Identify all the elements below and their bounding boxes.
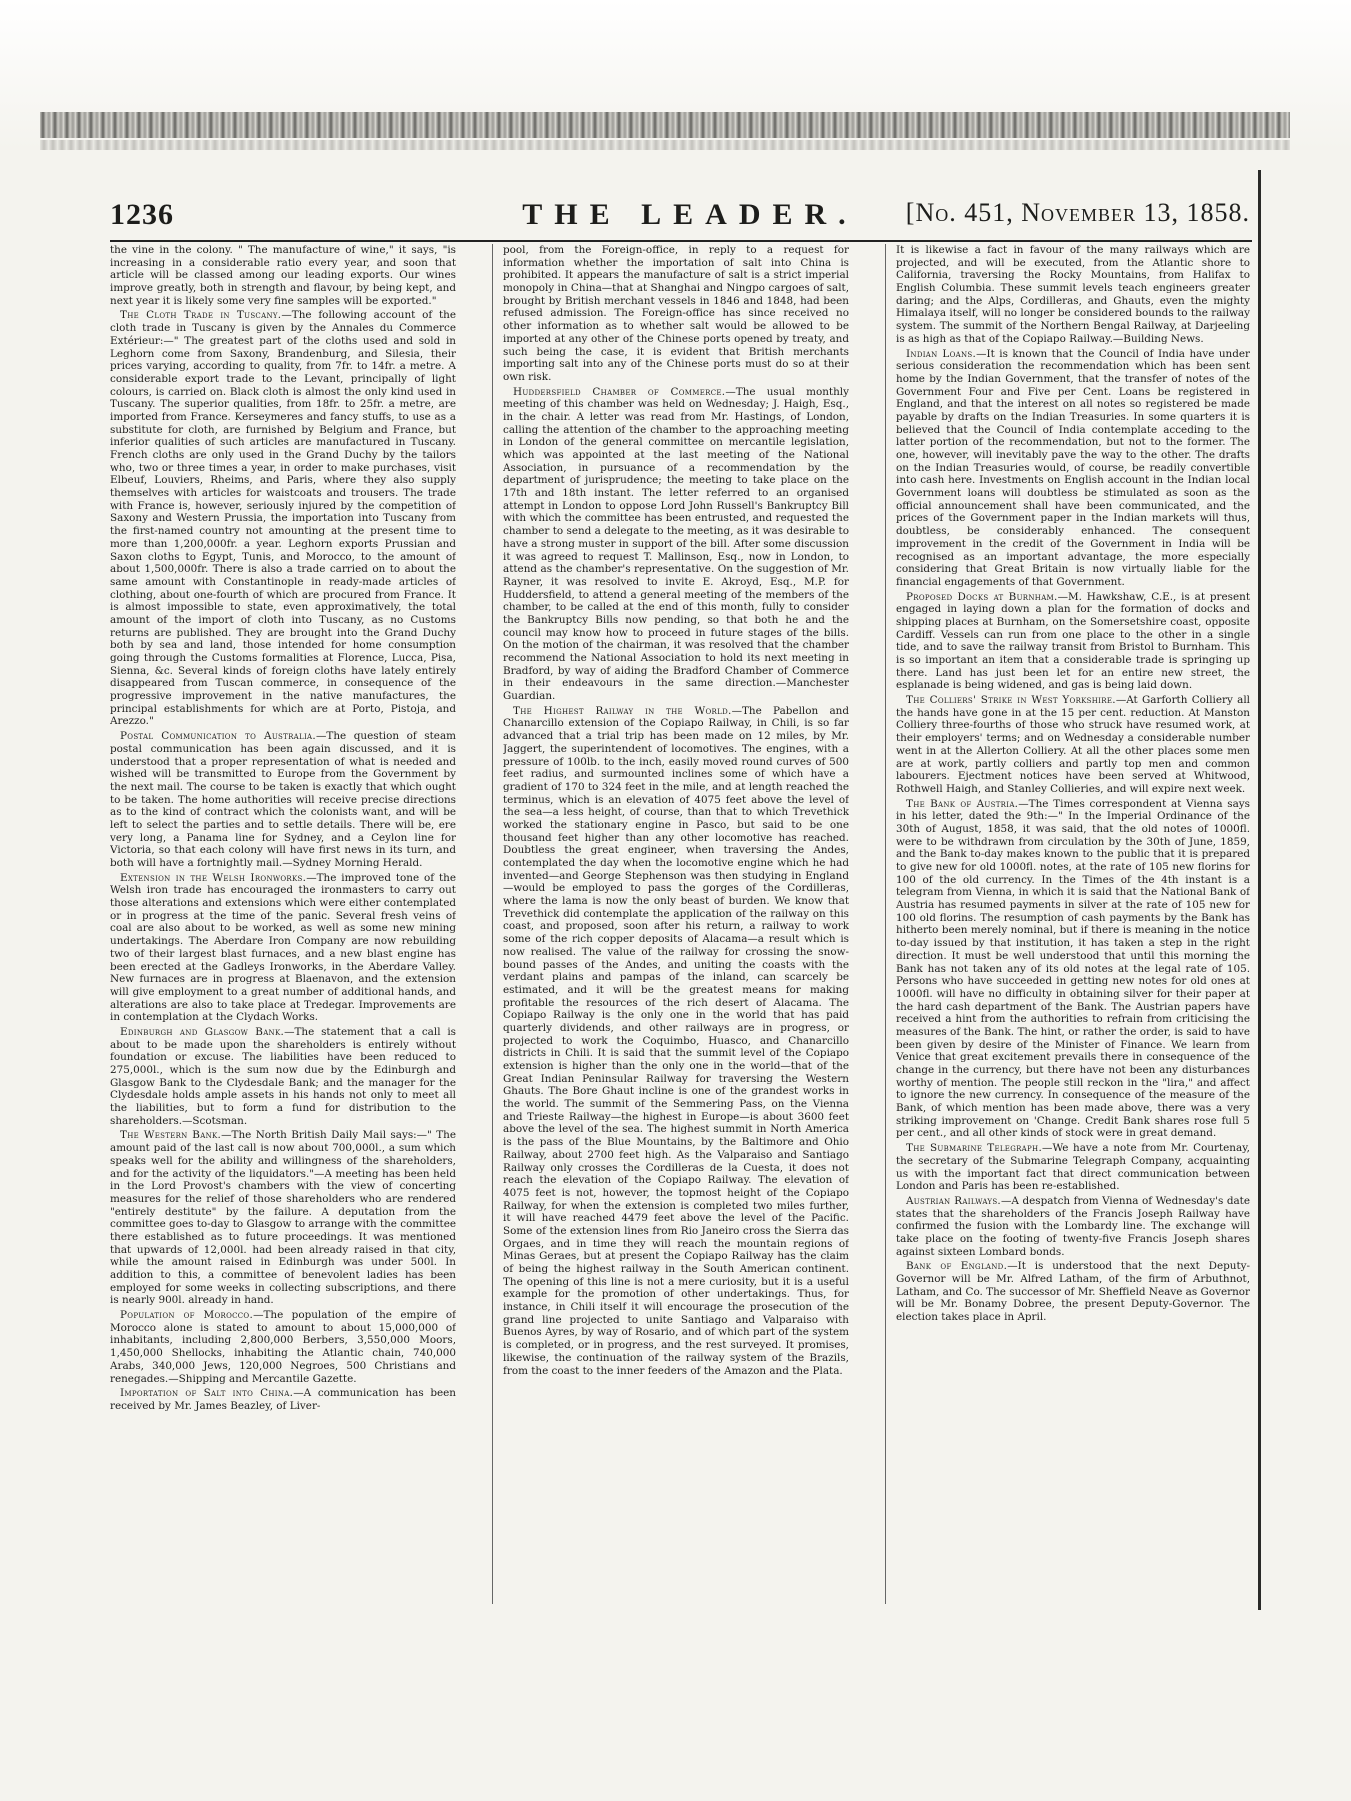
column-divider: [885, 244, 886, 1604]
article-heading: Austrian Railways.: [906, 1194, 1002, 1207]
article-text: —The Times correspondent at Vienna says in his letter, dated the 9th:—" In the Imperial Ordinance of the 30th of August, 1858, it was said, that the old notes of 1000fl. were to be withdrawn from circulation by the 30th of June, 1859, and the Bank to-day makes known to the public that it is prepared to give new for old 1000fl. notes, at the rate of 105 new florins for 100 of the old currency. In the Times of the 4th instant is a telegram from Vienna, in which it is said that the National Bank of Austria has resumed payments in silver at the rate of 105 new for 100 old florins. The resumption of cash payments by the Bank has hitherto been merely nominal, but if there is meaning in the notice to-day issued by that institution, it has taken a step in the right direction. It must be well understood that until this morning the Bank has not taken any of its old notes at the legal rate of 105. Persons who have succeeded in getting new notes for old ones at 1000fl. will have no difficulty in obtaining silver for their paper at the hard cash department of the Bank. The Austrian papers have received a hint from the authorities to refrain from criticising the measures of the Bank. The hint, or rather the order, is said to have been given by desire of the Minister of Finance. We learn from Venice that great excitement prevails there in consequence of the change in the currency, but there have not been any disturbances worthy of mention. The people still reckon in the "lira," and affect to ignore the new currency. In consequence of the measure of the Bank, of which mention has been made above, there was a very striking improvement on 'Change. Credit Bank shares rose full 5 per cent., and all other kinds of stock were in great demand.: [896, 797, 1250, 1140]
article-text: It is likewise a fact in favour of the many railways which are projected, and will be executed, from the Atlantic shore to California, traversing the Rocky Mountains, from Halifax to English Columbia. These summit levels teach engineers greater daring; and the Alps, Cordilleras, and Ghauts, even the mighty Himalaya itself, will no longer be considered bounds to the railway system. The summit of the Northern Bengal Railway, at Darjeeling is as high as that of the Copiapo Railway.—Building News.: [896, 244, 1250, 345]
article-paragraph: [503, 705, 849, 1377]
article-paragraph: [896, 798, 1250, 1141]
article-text: —The usual monthly meeting of this chamber was held on Wednesday; J. Haigh, Esq., in the chair. A letter was read from Mr. Hastings, of London, calling the attention of the chamber to the approaching meeting in London of the general committee on mercantile legislation, which was appointed at the last meeting of the National Association, in pursuance of a recommendation by the department of jurisprudence; the meeting to take place on the 17th and 18th instant. The letter referred to an organised attempt in London to oppose Lord John Russell's Bankruptcy Bill with which the committee has been entrusted, and requested the chamber to send a delegate to the meeting, as it was desirable to have a strong muster in support of the bill. After some discussion it was agreed to request T. Mallinson, Esq., now in London, to attend as the chamber's representative. On the suggestion of Mr. Rayner, it was resolved to invite E. Akroyd, Esq., M.P. for Huddersfield, to attend a general meeting of the members of the chamber, to be called at the end of this month, fully to consider the Bankruptcy Bills now pending, so that both he and the council may know how to proceed in future stages of the bills. On the motion of the chairman, it was resolved that the chamber recommend the National Association to hold its next meeting in Bradford, by way of aiding the Bradford Chamber of Commerce in their endeavours in the same direction.—Manchester Guardian.: [503, 385, 849, 703]
article-text: —The following account of the cloth trade in Tuscany is given by the Annales du Commerce Extérieur:—" The greatest part of the cloths used and sold in Leghorn come from Saxony, Brandenburg, and Silesia, their prices varying, according to quality, from 7fr. to 14fr. a metre. A considerable export trade to the Levant, principally of light colours, is carried on. Black cloth is almost the only kind used in Tuscany. The superior qualities, from 18fr. to 25fr. a metre, are imported from France. Kerseymeres and fancy stuffs, to use as a substitute for cloth, are furnished by Belgium and France, but inferior qualities of such articles are manufactured in Tuscany. French cloths are only used in the Grand Duchy by the tailors who, two or three times a year, in order to make purchases, visit Elbeuf, Louviers, Rheims, and Paris, where they also supply themselves with articles for waistcoats and trousers. The trade with France is, however, seriously injured by the competition of Saxony and Western Prussia, the importation into Tuscany from the first-named country not amounting at the present time to more than 1,200,000fr. a year. Leghorn exports Prussian and Saxon cloths to Egypt, Tunis, and Morocco, to the amount of about 1,500,000fr. There is also a trade carried on to about the same amount with Constantinople in ready-made articles of clothing, about one-fourth of which are procured from France. It is almost impossible to state, even approximatively, the total amount of the import of cloth into Tuscany, as no Customs returns are published. They are brought into the Grand Duchy both by sea and land, those intended for home consumption going through the Customs formalities at Florence, Lucca, Pisa, Sienna, &c. Several kinds of foreign cloths have lately entirely disappeared from Tuscan commerce, in consequence of the progressive improvement in the native manufactures, the principal establishments for which are at Porto, Pistoja, and Arezzo.": [110, 309, 456, 728]
header-rule: [110, 240, 1252, 242]
article-paragraph: [503, 244, 849, 384]
article-heading: Indian Loans.: [906, 347, 977, 360]
article-heading: The Colliers' Strike in West Yorkshire.: [906, 694, 1116, 707]
article-text: —It is known that the Council of India have under serious consideration the recommendation which has been sent home by the Indian Government, that the transfer of notes of the Government Four and Five per Cent. Loans be registered in England, and that the interest on all notes so registered be made payable by drafts on the Indian Treasuries. In some quarters it is believed that the Council of India contemplate acceding to the latter portion of the recommendation, but not to the former. The one, however, will inevitably pave the way to the other. The drafts on the Indian Treasuries would, of course, be readily convertible into cash here. Investments on English account in the Indian local Government loans will doubtless be stimulated as soon as the official announcement shall have been communicated, and the prices of the Government paper in the Indian markets will thus, doubtless, be considerably enhanced. The consequent improvement in the credit of the Government in India will be recognised as an important advantage, the more especially considering that Great Britain is now virtually liable for the financial engagements of that Government.: [896, 347, 1250, 588]
page-edge-rule: [1258, 170, 1261, 1610]
article-text: —The population of the empire of Morocco alone is stated to amount to about 15,000,000 of inhabitants, including 2,800,000 Berbers, 3,550,000 Moors, 1,450,000 Shellocks, inhabiting the Atlantic chain, 740,000 Arabs, 340,000 Jews, 120,000 Negroes, 500 Christians and renegades.—Shipping and Mercantile Gazette.: [110, 1309, 456, 1385]
scan-edge-band: [40, 112, 1290, 138]
article-heading: Extension in the Welsh Ironworks.: [120, 871, 307, 884]
article-heading: Proposed Docks at Burnham.: [906, 590, 1058, 603]
article-text: —The statement that a call is about to be made upon the shareholders is entirely without foundation or excuse. The liabilities have been reduced to 275,000l., which is the sum now due by the Edinburgh and Glasgow Bank to the Clydesdale Bank; and the manager for the Clydesdale holds ample assets in his hands not only to meet all the liabilities, but to form a fund for distribution to the shareholders.—Scotsman.: [110, 1025, 456, 1127]
scan-edge-band-lower: [40, 140, 1290, 150]
article-text: —At Garforth Colliery all the hands have gone in at the 15 per cent. reduction. At Manston Colliery three-fourths of those who struck have resumed work, at their employers' terms; and on Wednesday a considerable number went in at the Allerton Colliery. At all the other places some men are at work, partly colliers and partly top men and common labourers. Ejectment notices have been served at Whitwood, Rothwell Haigh, and Stanley Collieries, and will expire next week.: [896, 694, 1250, 795]
article-text: —M. Hawkshaw, C.E., is at present engaged in laying down a plan for the formation of docks and shipping places at Burnham, on the Somersetshire coast, opposite Cardiff. Vessels can run from one place to the other in a single tide, and to save the railway transit from Bristol to Burnham. This is so important an item that a considerable trade is springing up there. Land has just been let for an entire new street, the esplanade is being widened, and gas is being laid down.: [896, 590, 1250, 692]
article-paragraph: [896, 591, 1250, 693]
masthead-title: THE LEADER.: [522, 198, 858, 231]
article-paragraph: [896, 1195, 1250, 1258]
article-text: —The improved tone of the Welsh iron trade has encouraged the ironmasters to carry out those alterations and extensions which were either contemplated or in progress at the time of the panic. Several fresh veins of coal are also about to be worked, as well as some new mining undertakings. The Aberdare Iron Company are now rebuilding two of their largest blast furnaces, and a new blast engine has been erected at the Gadleys Ironworks, in the Aberdare Valley. New furnaces are in progress at Blaenavon, and the extension will give employment to a great number of additional hands, and alterations are also to take place at Tredegar. Improvements are in contemplation at the Clydach Works.: [110, 871, 456, 1024]
article-text: the vine in the colony. " The manufacture of wine," it says, "is increasing in a considerable ratio every year, and soon that article will be classed among our leading exports. Our wines improve greatly, both in strength and flavour, by being kept, and next year it is likely some very fine samples will be exported.": [110, 244, 456, 307]
page-header: [110, 198, 1250, 238]
article-paragraph: [896, 1260, 1250, 1323]
article-paragraph: [110, 872, 456, 1024]
article-paragraph: [110, 309, 456, 728]
article-paragraph: [110, 1026, 456, 1128]
article-paragraph: [110, 1387, 456, 1412]
column-1: [110, 244, 456, 1604]
article-text: —A despatch from Vienna of Wednesday's date states that the shareholders of the Francis Joseph Railway have confirmed the fusion with the Lombardy line. The exchange will take place on the footing of twenty-five Francis Joseph shares against sixteen Lombard bonds.: [896, 1194, 1250, 1258]
article-paragraph: [110, 730, 456, 870]
article-paragraph: [896, 244, 1250, 346]
article-text: pool, from the Foreign-office, in reply to a request for information whether the importation of salt into China is prohibited. It appears the manufacture of salt is a strict imperial monopoly in China—that at Shanghai and Ningpo cargoes of salt, brought by British merchant vessels in 1846 and 1848, had been refused admission. The Foreign-office has since received no other information as to whether salt would be allowed to be imported at any other of the Chinese ports opened by treaty, and such being the case, it is evident that British merchants importing salt into any of the Chinese ports must do so at their own risk.: [503, 244, 849, 383]
article-heading: The Bank of Austria.: [906, 797, 1019, 810]
article-heading: The Western Bank.: [120, 1129, 222, 1142]
article-text: —The Pabellon and Chanarcillo extension of the Copiapo Railway, in Chili, is so far advanced that a trial trip has been made on 12 miles, by Mr. Jaggert, the superintendent of locomotives. The engines, with a pressure of 100lb. to the inch, easily moved round curves of 500 feet radius, and surmounted inclines some of which have a gradient of 170 to 324 feet in the mile, and at length reached the terminus, which is an elevation of 4075 feet above the level of the sea—a less height, of course, than that to which Trevethick worked the stationary engine in Pasco, but said to be one thousand feet higher than any other locomotive has reached. Doubtless the great engineer, when traversing the Andes, contemplated the day when the locomotive engine which he had invented—and George Stephenson was then studying in England—would be employed to pass the gorges of the Cordilleras, where the lama is now the only beast of burden. We know that Trevethick did contemplate the application of the railway on this coast, and proposed, soon after his return, a railway to work some of the rich copper deposits of Alacama—a result which is now realised. The value of the railway for crossing the snow-bound passes of the Andes, and uniting the coasts with the verdant plains and pampas of the inland, can scarcely be estimated, and it will be the greatest means for making profitable the resources of the rich desert of Alacama. The Copiapo Railway is the only one in the world that has paid quarterly dividends, and other railways are in progress, or projected to work the Coquimbo, Huasco, and Chanarcillo districts in Chili. It is said that the summit level of the Copiapo extension is higher than the only one in the world—that of the Great Indian Peninsular Railway for traversing the Western Ghauts. The Bore Ghaut incline is one of the grandest works in the world. The summit of the Semmering Pass, on the Vienna and Trieste Railway—the highest in Europe—is about 3600 feet above the level of the sea. The highest summit in North America is the pass of the Blue Mountains, by the Baltimore and Ohio Railway, about 2700 feet high. As the Valparaiso and Santiago Railway only crosses the Cordilleras de la Cuesta, it does not reach the elevation of the Copiapo Railway. The elevation of 4075 feet is not, however, the topmost height of the Copiapo Railway, for when the extension is completed two miles further, it will have reached 4479 feet above the level of the Pacific. Some of the extension lines from Rio Janeiro cross the Sierra das Orgaes, and in time they will reach the mountain regions of Minas Geraes, but at present the Copiapo Railway has the claim of being the highest railway in the South American continent. The opening of this line is not a mere curiosity, but it is a useful example for the promotion of other undertakings. Thus, for instance, in Chili itself it will encourage the prosecution of the grand line projected to unite Santiago and Valparaiso with Buenos Ayres, by way of Rosario, and of which part of the system is completed, or in progress, and the rest surveyed. It promises, likewise, the continuation of the railway system of the Brazils, from the coast to the inner feeders of the Amazon and the Plata.: [503, 704, 849, 1377]
article-paragraph: [896, 1142, 1250, 1193]
article-text: —The North British Daily Mail says:—" The amount paid of the last call is now about 700,000l., a sum which speaks well for the ability and willingness of the shareholders, and for the activity of the liquidators."—A meeting has been held in the Lord Provost's chambers with the view of concerting measures for the relief of those shareholders who are rendered "entirely destitute" by the failure. A deputation from the committee goes to-day to Glasgow to arrange with the committee there established as to future proceedings. It was mentioned that upwards of 12,000l. had been already raised in that city, while the amount raised in Edinburgh was under 500l. In addition to this, a committee of benevolent ladies has been employed for some weeks in collecting subscriptions, and there is nearly 900l. already in hand.: [110, 1129, 456, 1307]
article-paragraph: [110, 1129, 456, 1307]
article-text: —We have a note from Mr. Courtenay, the secretary of the Submarine Telegraph Company, acquainting us with the important fact that direct communication between London and Paris has been re-established.: [896, 1142, 1250, 1193]
column-3: [896, 244, 1250, 1604]
column-2: [503, 244, 849, 1604]
article-text: —A communication has been received by Mr. James Beazley, of Liver-: [110, 1387, 456, 1412]
article-heading: The Highest Railway in the World.: [513, 704, 732, 717]
article-paragraph: [110, 1309, 456, 1385]
page-number: 1236: [110, 198, 174, 231]
article-paragraph: [896, 348, 1250, 589]
article-heading: Edinburgh and Glasgow Bank.: [120, 1025, 285, 1038]
article-heading: The Submarine Telegraph.: [906, 1142, 1043, 1155]
article-heading: Bank of England.: [906, 1260, 1008, 1273]
article-heading: Postal Communication to Australia.: [120, 730, 316, 743]
issue-line: [No. 451, November 13, 1858.: [905, 198, 1250, 227]
article-paragraph: [503, 386, 849, 703]
column-divider: [492, 244, 493, 1604]
article-heading: Population of Morocco.: [120, 1309, 254, 1322]
article-paragraph: [110, 244, 456, 307]
article-text: —It is understood that the next Deputy-Governor will be Mr. Alfred Latham, of the firm of Arbuthnot, Latham, and Co. The successor of Mr. Sheffield Neave as Governor will be Mr. Bonamy Dobree, the present Deputy-Governor. The election takes place in April.: [896, 1260, 1250, 1324]
article-heading: Huddersfield Chamber of Commerce.: [513, 385, 726, 398]
article-text: —The question of steam postal communication has been again discussed, and it is understood that a proper representation of what is needed and wished will be transmitted to Europe from the Government by the next mail. The course to be taken is exactly that which ought to be taken. The home authorities will receive precise directions as to the kind of contract which the colonists want, and will be left to select the parties and to settle details. There will be, ere very long, a Panama line for Sydney, and a Ceylon line for Victoria, so that each colony will have first news in its turn, and both will have a fortnightly mail.—Sydney Morning Herald.: [110, 730, 456, 869]
article-heading: The Cloth Trade in Tuscany.: [120, 309, 282, 322]
article-heading: Importation of Salt into China.: [120, 1387, 294, 1400]
article-paragraph: [896, 694, 1250, 796]
